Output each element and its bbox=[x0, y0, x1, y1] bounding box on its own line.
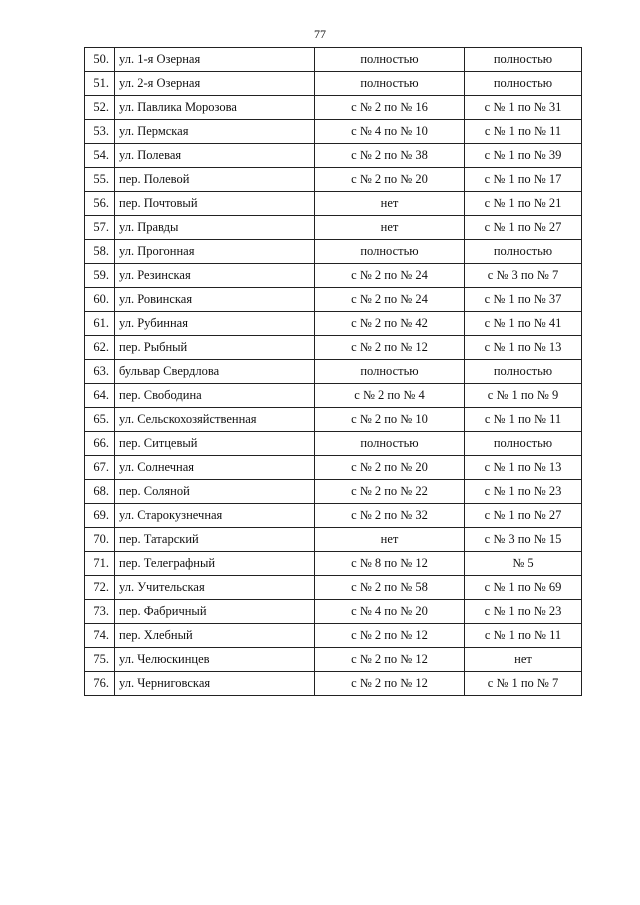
row-number-cell: 67. bbox=[85, 456, 115, 480]
table-row bbox=[85, 504, 582, 528]
even-houses-cell: с № 2 по № 22 bbox=[315, 480, 465, 504]
street-name-cell: ул. Старокузнечная bbox=[115, 504, 315, 528]
odd-houses-cell: с № 1 по № 7 bbox=[465, 672, 582, 696]
street-name-cell: ул. Ровинская bbox=[115, 288, 315, 312]
street-name-cell: ул. Правды bbox=[115, 216, 315, 240]
street-name-cell: ул. Прогонная bbox=[115, 240, 315, 264]
even-houses-cell: с № 2 по № 10 bbox=[315, 408, 465, 432]
street-name-cell: пер. Хлебный bbox=[115, 624, 315, 648]
odd-houses-cell: полностью bbox=[465, 72, 582, 96]
odd-houses-cell: с № 1 по № 37 bbox=[465, 288, 582, 312]
even-houses-cell: нет bbox=[315, 192, 465, 216]
table-row bbox=[85, 648, 582, 672]
row-number-cell: 61. bbox=[85, 312, 115, 336]
row-number-cell: 62. bbox=[85, 336, 115, 360]
row-number-cell: 52. bbox=[85, 96, 115, 120]
row-number-cell: 70. bbox=[85, 528, 115, 552]
table-row bbox=[85, 672, 582, 696]
table-row bbox=[85, 384, 582, 408]
row-number-cell: 51. bbox=[85, 72, 115, 96]
table-row bbox=[85, 168, 582, 192]
even-houses-cell: с № 2 по № 38 bbox=[315, 144, 465, 168]
row-number-cell: 69. bbox=[85, 504, 115, 528]
table-row bbox=[85, 48, 582, 72]
table-row bbox=[85, 576, 582, 600]
even-houses-cell: с № 2 по № 12 bbox=[315, 672, 465, 696]
street-name-cell: бульвар Свердлова bbox=[115, 360, 315, 384]
table-body bbox=[85, 48, 582, 696]
odd-houses-cell: с № 1 по № 13 bbox=[465, 336, 582, 360]
street-name-cell: пер. Ситцевый bbox=[115, 432, 315, 456]
odd-houses-cell: полностью bbox=[465, 432, 582, 456]
odd-houses-cell: с № 1 по № 17 bbox=[465, 168, 582, 192]
even-houses-cell: с № 8 по № 12 bbox=[315, 552, 465, 576]
street-name-cell: пер. Татарский bbox=[115, 528, 315, 552]
street-name-cell: ул. 1-я Озерная bbox=[115, 48, 315, 72]
table-row bbox=[85, 336, 582, 360]
street-name-cell: пер. Свободина bbox=[115, 384, 315, 408]
even-houses-cell: с № 2 по № 16 bbox=[315, 96, 465, 120]
even-houses-cell: с № 2 по № 20 bbox=[315, 168, 465, 192]
row-number-cell: 59. bbox=[85, 264, 115, 288]
row-number-cell: 64. bbox=[85, 384, 115, 408]
table-row bbox=[85, 624, 582, 648]
street-name-cell: пер. Соляной bbox=[115, 480, 315, 504]
odd-houses-cell: с № 1 по № 23 bbox=[465, 480, 582, 504]
even-houses-cell: с № 2 по № 12 bbox=[315, 624, 465, 648]
streets-table bbox=[84, 47, 582, 696]
odd-houses-cell: полностью bbox=[465, 240, 582, 264]
odd-houses-cell: полностью bbox=[465, 360, 582, 384]
even-houses-cell: с № 2 по № 4 bbox=[315, 384, 465, 408]
odd-houses-cell: полностью bbox=[465, 48, 582, 72]
table-row bbox=[85, 120, 582, 144]
table-row bbox=[85, 216, 582, 240]
row-number-cell: 60. bbox=[85, 288, 115, 312]
odd-houses-cell: с № 1 по № 11 bbox=[465, 408, 582, 432]
row-number-cell: 75. bbox=[85, 648, 115, 672]
odd-houses-cell: № 5 bbox=[465, 552, 582, 576]
street-name-cell: пер. Рыбный bbox=[115, 336, 315, 360]
table-row bbox=[85, 408, 582, 432]
even-houses-cell: с № 2 по № 20 bbox=[315, 456, 465, 480]
odd-houses-cell: с № 1 по № 41 bbox=[465, 312, 582, 336]
row-number-cell: 54. bbox=[85, 144, 115, 168]
even-houses-cell: полностью bbox=[315, 72, 465, 96]
table-row bbox=[85, 552, 582, 576]
row-number-cell: 74. bbox=[85, 624, 115, 648]
even-houses-cell: нет bbox=[315, 216, 465, 240]
row-number-cell: 58. bbox=[85, 240, 115, 264]
table-row bbox=[85, 240, 582, 264]
street-name-cell: ул. Рубинная bbox=[115, 312, 315, 336]
street-name-cell: пер. Фабричный bbox=[115, 600, 315, 624]
odd-houses-cell: с № 1 по № 13 bbox=[465, 456, 582, 480]
street-name-cell: ул. 2-я Озерная bbox=[115, 72, 315, 96]
table-row bbox=[85, 456, 582, 480]
street-name-cell: ул. Резинская bbox=[115, 264, 315, 288]
odd-houses-cell: с № 1 по № 11 bbox=[465, 120, 582, 144]
street-name-cell: пер. Почтовый bbox=[115, 192, 315, 216]
odd-houses-cell: с № 3 по № 7 bbox=[465, 264, 582, 288]
row-number-cell: 65. bbox=[85, 408, 115, 432]
even-houses-cell: полностью bbox=[315, 432, 465, 456]
street-name-cell: ул. Павлика Морозова bbox=[115, 96, 315, 120]
street-name-cell: ул. Пермская bbox=[115, 120, 315, 144]
table-row bbox=[85, 600, 582, 624]
table-row bbox=[85, 480, 582, 504]
even-houses-cell: с № 4 по № 10 bbox=[315, 120, 465, 144]
even-houses-cell: с № 2 по № 12 bbox=[315, 648, 465, 672]
row-number-cell: 55. bbox=[85, 168, 115, 192]
row-number-cell: 56. bbox=[85, 192, 115, 216]
row-number-cell: 68. bbox=[85, 480, 115, 504]
row-number-cell: 66. bbox=[85, 432, 115, 456]
street-name-cell: пер. Полевой bbox=[115, 168, 315, 192]
table-row bbox=[85, 192, 582, 216]
even-houses-cell: с № 4 по № 20 bbox=[315, 600, 465, 624]
table-row bbox=[85, 96, 582, 120]
even-houses-cell: полностью bbox=[315, 240, 465, 264]
page-number: 77 bbox=[314, 27, 326, 41]
even-houses-cell: с № 2 по № 58 bbox=[315, 576, 465, 600]
odd-houses-cell: с № 1 по № 11 bbox=[465, 624, 582, 648]
street-name-cell: ул. Солнечная bbox=[115, 456, 315, 480]
table-row bbox=[85, 528, 582, 552]
row-number-cell: 53. bbox=[85, 120, 115, 144]
odd-houses-cell: с № 1 по № 31 bbox=[465, 96, 582, 120]
odd-houses-cell: с № 1 по № 69 bbox=[465, 576, 582, 600]
table-row bbox=[85, 264, 582, 288]
table-row bbox=[85, 312, 582, 336]
street-name-cell: ул. Учительская bbox=[115, 576, 315, 600]
row-number-cell: 50. bbox=[85, 48, 115, 72]
even-houses-cell: с № 2 по № 24 bbox=[315, 288, 465, 312]
table-row bbox=[85, 72, 582, 96]
row-number-cell: 71. bbox=[85, 552, 115, 576]
even-houses-cell: с № 2 по № 42 bbox=[315, 312, 465, 336]
street-name-cell: ул. Черниговская bbox=[115, 672, 315, 696]
odd-houses-cell: с № 1 по № 27 bbox=[465, 504, 582, 528]
even-houses-cell: с № 2 по № 32 bbox=[315, 504, 465, 528]
row-number-cell: 73. bbox=[85, 600, 115, 624]
table-row bbox=[85, 432, 582, 456]
odd-houses-cell: с № 1 по № 39 bbox=[465, 144, 582, 168]
odd-houses-cell: с № 1 по № 27 bbox=[465, 216, 582, 240]
odd-houses-cell: с № 1 по № 9 bbox=[465, 384, 582, 408]
row-number-cell: 76. bbox=[85, 672, 115, 696]
even-houses-cell: с № 2 по № 12 bbox=[315, 336, 465, 360]
odd-houses-cell: с № 1 по № 21 bbox=[465, 192, 582, 216]
row-number-cell: 57. bbox=[85, 216, 115, 240]
odd-houses-cell: нет bbox=[465, 648, 582, 672]
odd-houses-cell: с № 1 по № 23 bbox=[465, 600, 582, 624]
table-row bbox=[85, 360, 582, 384]
row-number-cell: 63. bbox=[85, 360, 115, 384]
street-name-cell: ул. Полевая bbox=[115, 144, 315, 168]
street-name-cell: ул. Сельскохозяйственная bbox=[115, 408, 315, 432]
table-row bbox=[85, 144, 582, 168]
even-houses-cell: полностью bbox=[315, 360, 465, 384]
even-houses-cell: с № 2 по № 24 bbox=[315, 264, 465, 288]
street-name-cell: ул. Челюскинцев bbox=[115, 648, 315, 672]
even-houses-cell: нет bbox=[315, 528, 465, 552]
odd-houses-cell: с № 3 по № 15 bbox=[465, 528, 582, 552]
even-houses-cell: полностью bbox=[315, 48, 465, 72]
street-name-cell: пер. Телеграфный bbox=[115, 552, 315, 576]
row-number-cell: 72. bbox=[85, 576, 115, 600]
table-row bbox=[85, 288, 582, 312]
